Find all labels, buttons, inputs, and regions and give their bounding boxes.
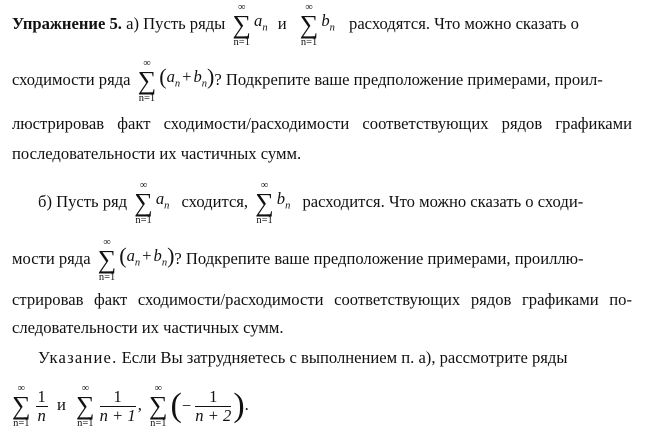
term-b-n-b: $b_n$ (276, 189, 291, 212)
part-a-intro: Пусть ряды (143, 13, 226, 33)
hint-comma: , (137, 394, 142, 414)
sum-a-plus-b: ∞ ∑ n=1 (137, 58, 157, 104)
line-10 (12, 383, 632, 429)
sum-b-n-b: ∞ ∑ n=1 (255, 180, 274, 226)
sum-hint-3: ∞ ∑ n=1 (149, 383, 168, 429)
part-b-diverges: расходится. Что можно сказать о сходи- (302, 191, 584, 211)
minus-sign: − (181, 396, 192, 415)
part-b-intro: Пусть ряд (56, 191, 128, 211)
line-2 (12, 58, 632, 104)
line-5 (38, 180, 632, 226)
frac-1-over-n-plus-2: $\frac{1}{n + 2}$ (195, 386, 232, 425)
term-a-n: $a_n$ (254, 11, 268, 34)
part-a-label: а) (126, 13, 140, 33)
hint-label: Указание. (38, 348, 118, 367)
term-a-n-b: $a_n$ (155, 189, 170, 212)
line-4: последовательности их частичных сумм. (12, 144, 302, 163)
part-b-converges: сходится, (181, 191, 249, 211)
line-7: стрировав факт сходимости/расходимости соответствующих рядов графиками по- (12, 290, 632, 309)
part-b-question-end: ? Подкрепите ваше предположение примерами, проиллю- (174, 248, 584, 268)
part-b-question-start: мости ряда (12, 248, 91, 268)
part-b-label: б) (38, 191, 52, 211)
sum-b-n: ∞ ∑ n=1 (299, 2, 319, 48)
sum-a-plus-b-b: ∞ ∑ n=1 (97, 237, 117, 283)
part-a-diverge: расходятся. Что можно сказать о (349, 13, 579, 33)
line-8: следовательности их частичных сумм. (12, 318, 284, 337)
right-paren: ) (233, 387, 245, 424)
hint-and: и (57, 394, 66, 414)
line-6 (12, 237, 632, 283)
sum-a-n: ∞ ∑ n=1 (232, 2, 252, 48)
part-a-question-end: ? Подкрепите ваше предположение примерами, проил- (214, 69, 603, 89)
sum-hint-2: ∞ ∑ n=1 (76, 383, 95, 429)
term-b-n: $b_n$ (321, 11, 335, 34)
line-1 (12, 2, 632, 48)
frac-1-over-n-plus-1: $\frac{1}{n + 1}$ (99, 386, 136, 425)
term-a-plus-b: $(a_n + b_n)$ (159, 64, 215, 90)
term-a-plus-b-b: $(a_n + b_n)$ (119, 243, 175, 269)
left-paren: ( (170, 387, 182, 424)
hint-text: Если Вы затрудняетесь с выполнением п. а), рассмотрите ряды (121, 348, 568, 367)
word-and: и (277, 13, 287, 33)
sum-a-n-b: ∞ ∑ n=1 (134, 180, 153, 226)
hint-period: . (244, 394, 249, 414)
frac-1-over-n: $\frac{1}{n}$ (37, 386, 46, 425)
line-9 (38, 348, 632, 368)
part-a-question-start: сходимости ряда (12, 69, 131, 89)
sum-hint-1: ∞ ∑ n=1 (12, 383, 31, 429)
line-3: люстрировав факт сходимости/расходимости соответствующих рядов графиками (12, 114, 632, 133)
exercise-title: Упражнение 5. (12, 13, 122, 33)
